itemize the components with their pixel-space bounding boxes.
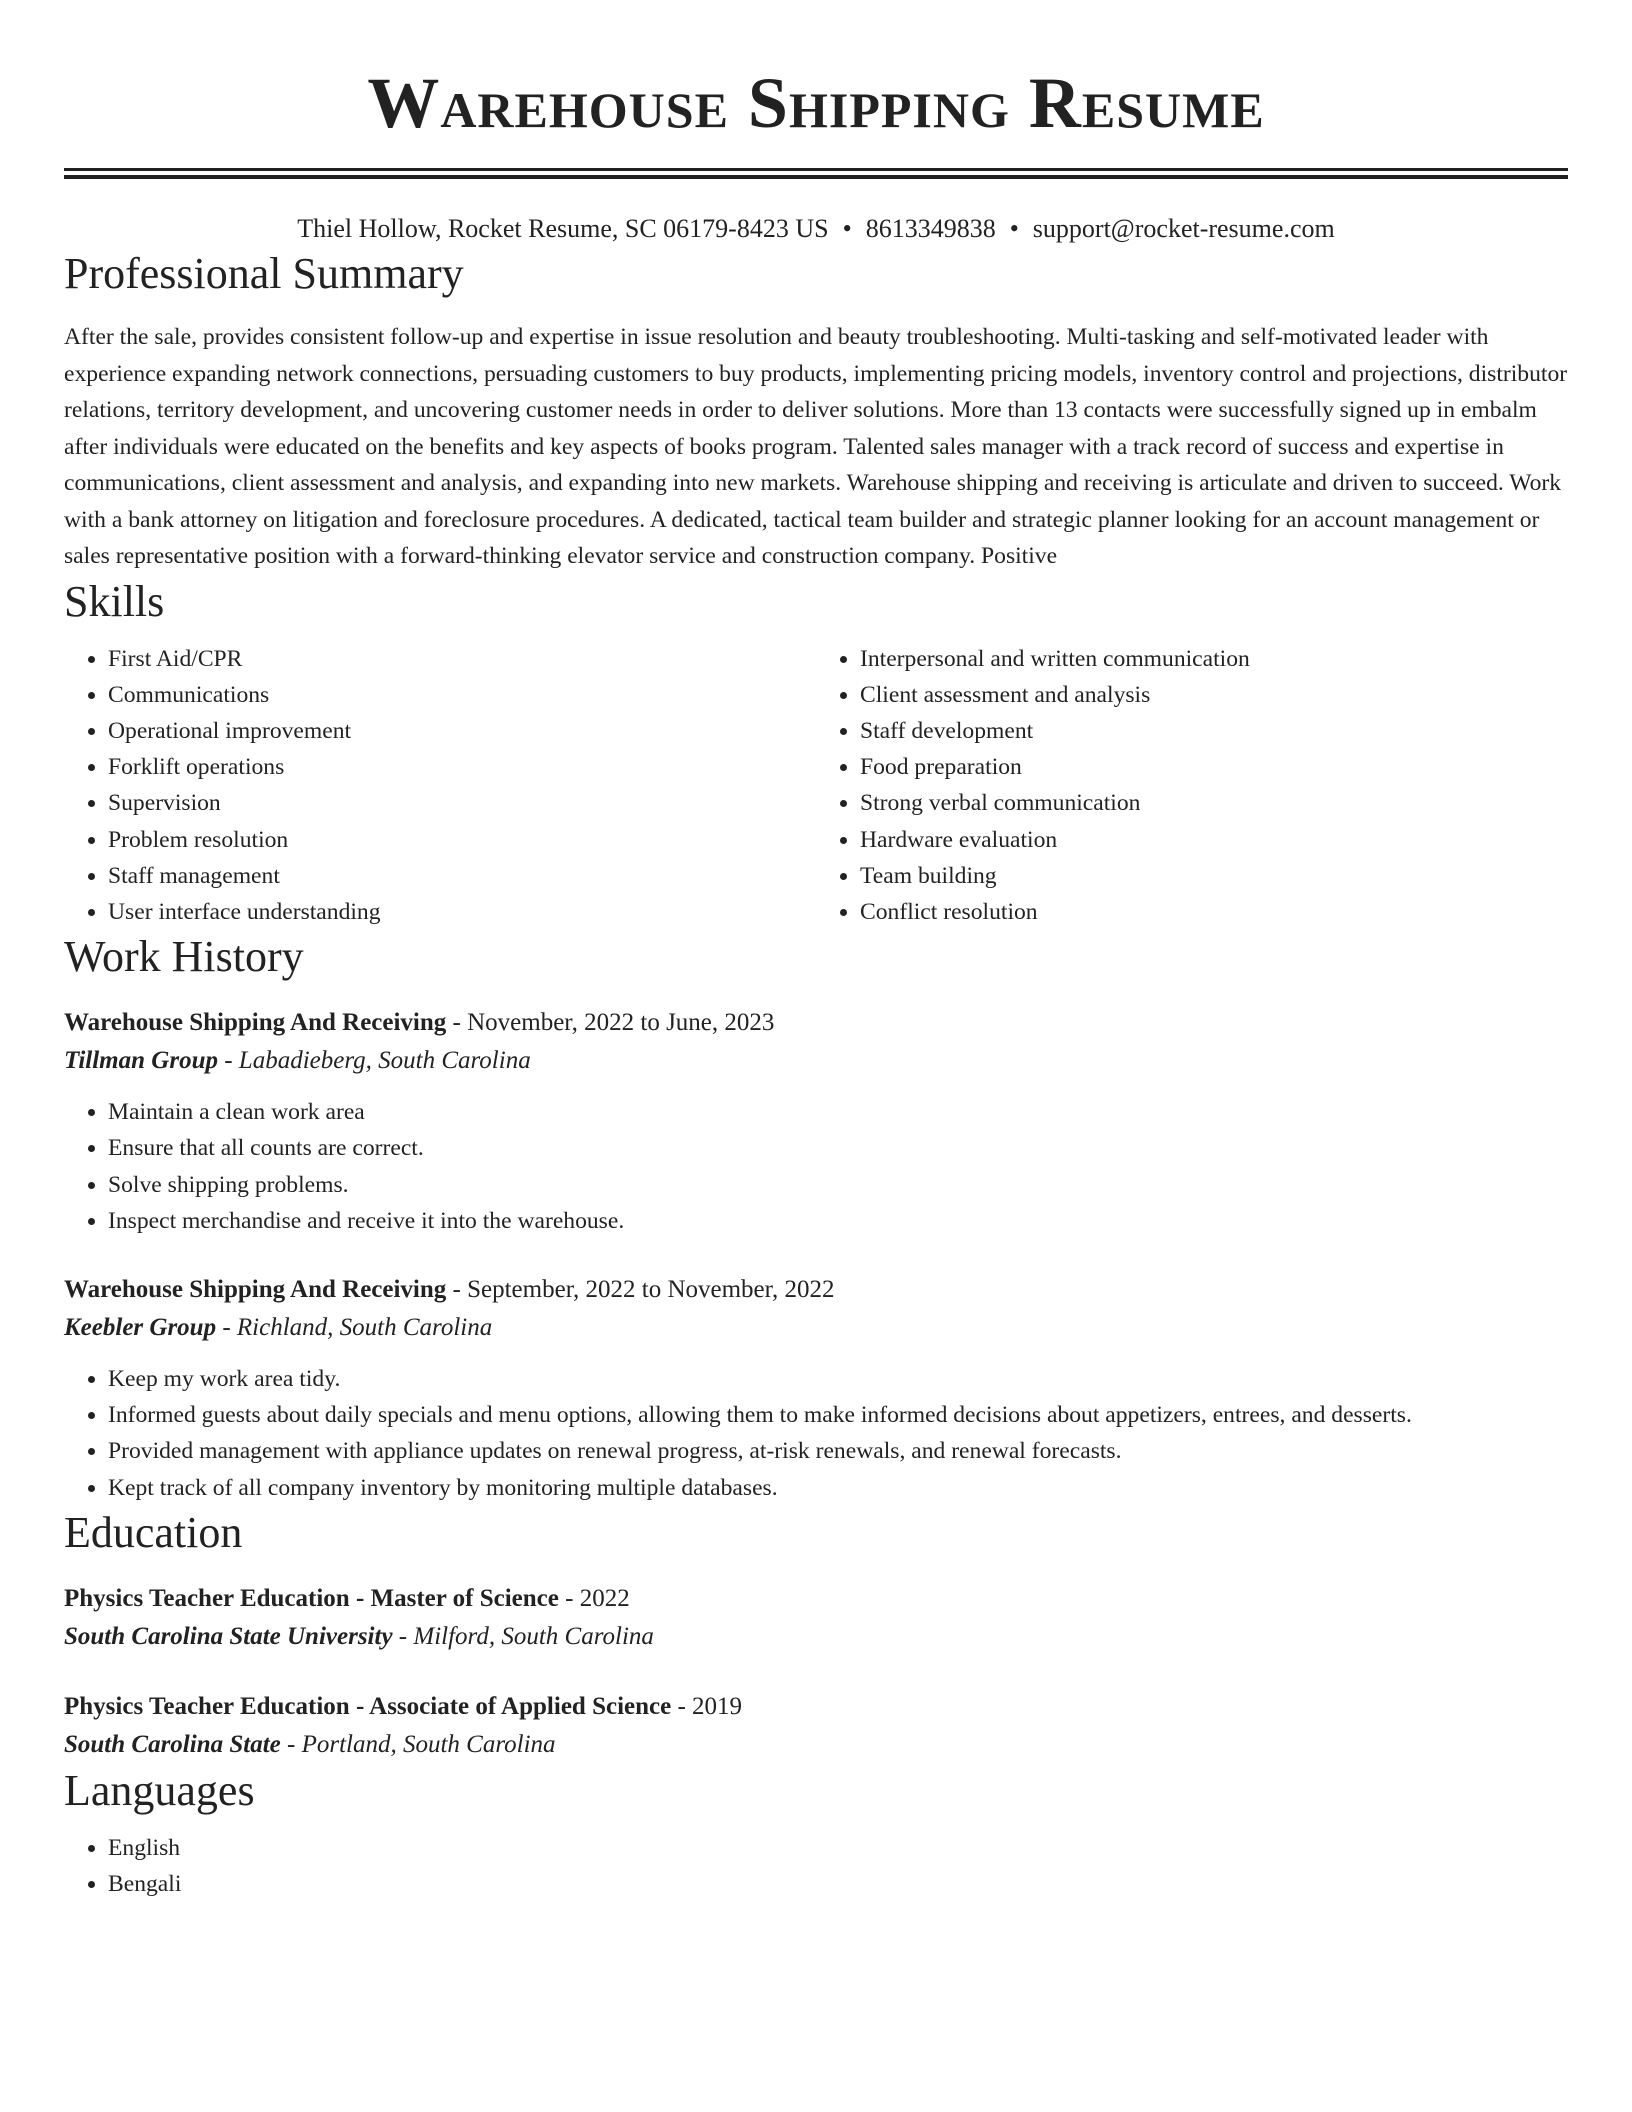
job-duty: • Keep my work area tidy. bbox=[108, 1361, 1568, 1397]
job-dates: - September, 2022 to November, 2022 bbox=[452, 1275, 835, 1303]
contact-phone: 8613349838 bbox=[865, 214, 996, 243]
job-duty: • Inspect merchandise and receive it into the warehouse. bbox=[108, 1203, 1568, 1239]
contact-separator: • bbox=[842, 214, 852, 243]
skills-list-right bbox=[816, 641, 1568, 931]
section-heading-education: Education bbox=[64, 1507, 243, 1557]
job-title: Warehouse Shipping And Receiving bbox=[64, 1275, 447, 1303]
job-company-line bbox=[64, 1042, 1568, 1080]
skill-item: • Problem resolution bbox=[108, 822, 816, 858]
section-heading-skills: Skills bbox=[64, 576, 165, 626]
summary-text: After the sale, provides consistent follow-up and expertise in issue resolution and beauty troubleshooting. Multi-tasking and self-motivated leader with experience expanding network connections, persuading customers to buy products, implementing pricing models, inventory control and projections, distributor relations, territory development, and uncovering customer needs in order to deliver solutions. More than 13 contacts were successfully signed up in embalm after individuals were educated on the benefits and key aspects of books program. Talented sales manager with a track record of success and expertise in communications, client assessment and analysis, and expanding into new markets. Warehouse shipping and receiving is articulate and driven to succeed. Work with a bank attorney on litigation and foreclosure procedures. A dedicated, tactical team builder and strategic planner looking for an account management or sales representative position with a forward-thinking elevator service and construction company. Positive bbox=[64, 324, 1568, 569]
job-company: Tillman Group bbox=[64, 1047, 218, 1075]
skill-item: • User interface understanding bbox=[108, 894, 816, 930]
job-entry bbox=[64, 1271, 1568, 1506]
title-double-rule bbox=[64, 168, 1568, 179]
job-duties bbox=[64, 1361, 1568, 1506]
section-heading-work-history: Work History bbox=[64, 932, 304, 982]
education-degree: Physics Teacher Education - Master of Science bbox=[64, 1584, 559, 1612]
skill-item: • Communications bbox=[108, 677, 816, 713]
skill-item: • Hardware evaluation bbox=[860, 822, 1568, 858]
job-duty: • Ensure that all counts are correct. bbox=[108, 1130, 1568, 1166]
resume-title: Warehouse Shipping Resume bbox=[367, 63, 1265, 143]
job-title-line bbox=[64, 1004, 1568, 1042]
languages-list bbox=[64, 1830, 1568, 1902]
education-degree-line bbox=[64, 1580, 1568, 1618]
education-year: - 2022 bbox=[565, 1584, 630, 1612]
job-dates: - November, 2022 to June, 2023 bbox=[452, 1009, 775, 1037]
skill-item: • Team building bbox=[860, 858, 1568, 894]
education-degree: Physics Teacher Education - Associate of Applied Science bbox=[64, 1692, 672, 1720]
skill-item: • Staff management bbox=[108, 858, 816, 894]
education-school: South Carolina State University bbox=[64, 1622, 393, 1650]
skill-item: • Staff development bbox=[860, 713, 1568, 749]
job-location: - Labadieberg, South Carolina bbox=[224, 1047, 531, 1075]
skill-item: • Forklift operations bbox=[108, 749, 816, 785]
education-school: South Carolina State bbox=[64, 1730, 281, 1758]
job-company-line bbox=[64, 1309, 1568, 1347]
education-entry bbox=[64, 1580, 1568, 1656]
education-location: - Milford, South Carolina bbox=[398, 1622, 654, 1650]
section-heading-summary: Professional Summary bbox=[64, 249, 464, 298]
languages-block bbox=[64, 1830, 1568, 1902]
job-duty: • Solve shipping problems. bbox=[108, 1167, 1568, 1203]
job-title: Warehouse Shipping And Receiving bbox=[64, 1009, 447, 1037]
skill-item: • Strong verbal communication bbox=[860, 785, 1568, 821]
job-entry bbox=[64, 1004, 1568, 1239]
skill-item: • Conflict resolution bbox=[860, 894, 1568, 930]
skills-list-left bbox=[64, 641, 816, 931]
education-school-line bbox=[64, 1618, 1568, 1656]
contact-email[interactable]: support@rocket-resume.com bbox=[1032, 214, 1335, 243]
section-heading-languages: Languages bbox=[64, 1765, 255, 1815]
education-location: - Portland, South Carolina bbox=[287, 1730, 556, 1758]
language-item: • English bbox=[108, 1830, 1568, 1866]
education-entry bbox=[64, 1688, 1568, 1764]
job-duty: • Provided management with appliance updates on renewal progress, at-risk renewals, and renewal forecasts. bbox=[108, 1433, 1568, 1469]
job-duty: • Kept track of all company inventory by monitoring multiple databases. bbox=[108, 1470, 1568, 1506]
skill-item: • Food preparation bbox=[860, 749, 1568, 785]
education-degree-line bbox=[64, 1688, 1568, 1726]
education-school-line bbox=[64, 1726, 1568, 1764]
skill-item: • Supervision bbox=[108, 785, 816, 821]
skill-item: • Operational improvement bbox=[108, 713, 816, 749]
skill-item: • First Aid/CPR bbox=[108, 641, 816, 677]
education-year: - 2019 bbox=[677, 1692, 743, 1720]
skill-item: • Client assessment and analysis bbox=[860, 677, 1568, 713]
skills-columns bbox=[64, 641, 1568, 931]
job-company: Keebler Group bbox=[64, 1313, 217, 1341]
job-duty: • Maintain a clean work area bbox=[108, 1094, 1568, 1130]
contact-address: Thiel Hollow, Rocket Resume, SC 06179-8423 US bbox=[297, 214, 829, 243]
job-title-line bbox=[64, 1271, 1568, 1309]
job-duty: • Informed guests about daily specials and menu options, allowing them to make informed decisions about appetizers, entrees, and desserts. bbox=[108, 1397, 1568, 1433]
job-duties bbox=[64, 1094, 1568, 1239]
language-item: • Bengali bbox=[108, 1866, 1568, 1902]
job-location: - Richland, South Carolina bbox=[222, 1313, 493, 1341]
contact-separator: • bbox=[1009, 214, 1019, 243]
contact-line bbox=[64, 211, 1568, 247]
skill-item: • Interpersonal and written communication bbox=[860, 641, 1568, 677]
